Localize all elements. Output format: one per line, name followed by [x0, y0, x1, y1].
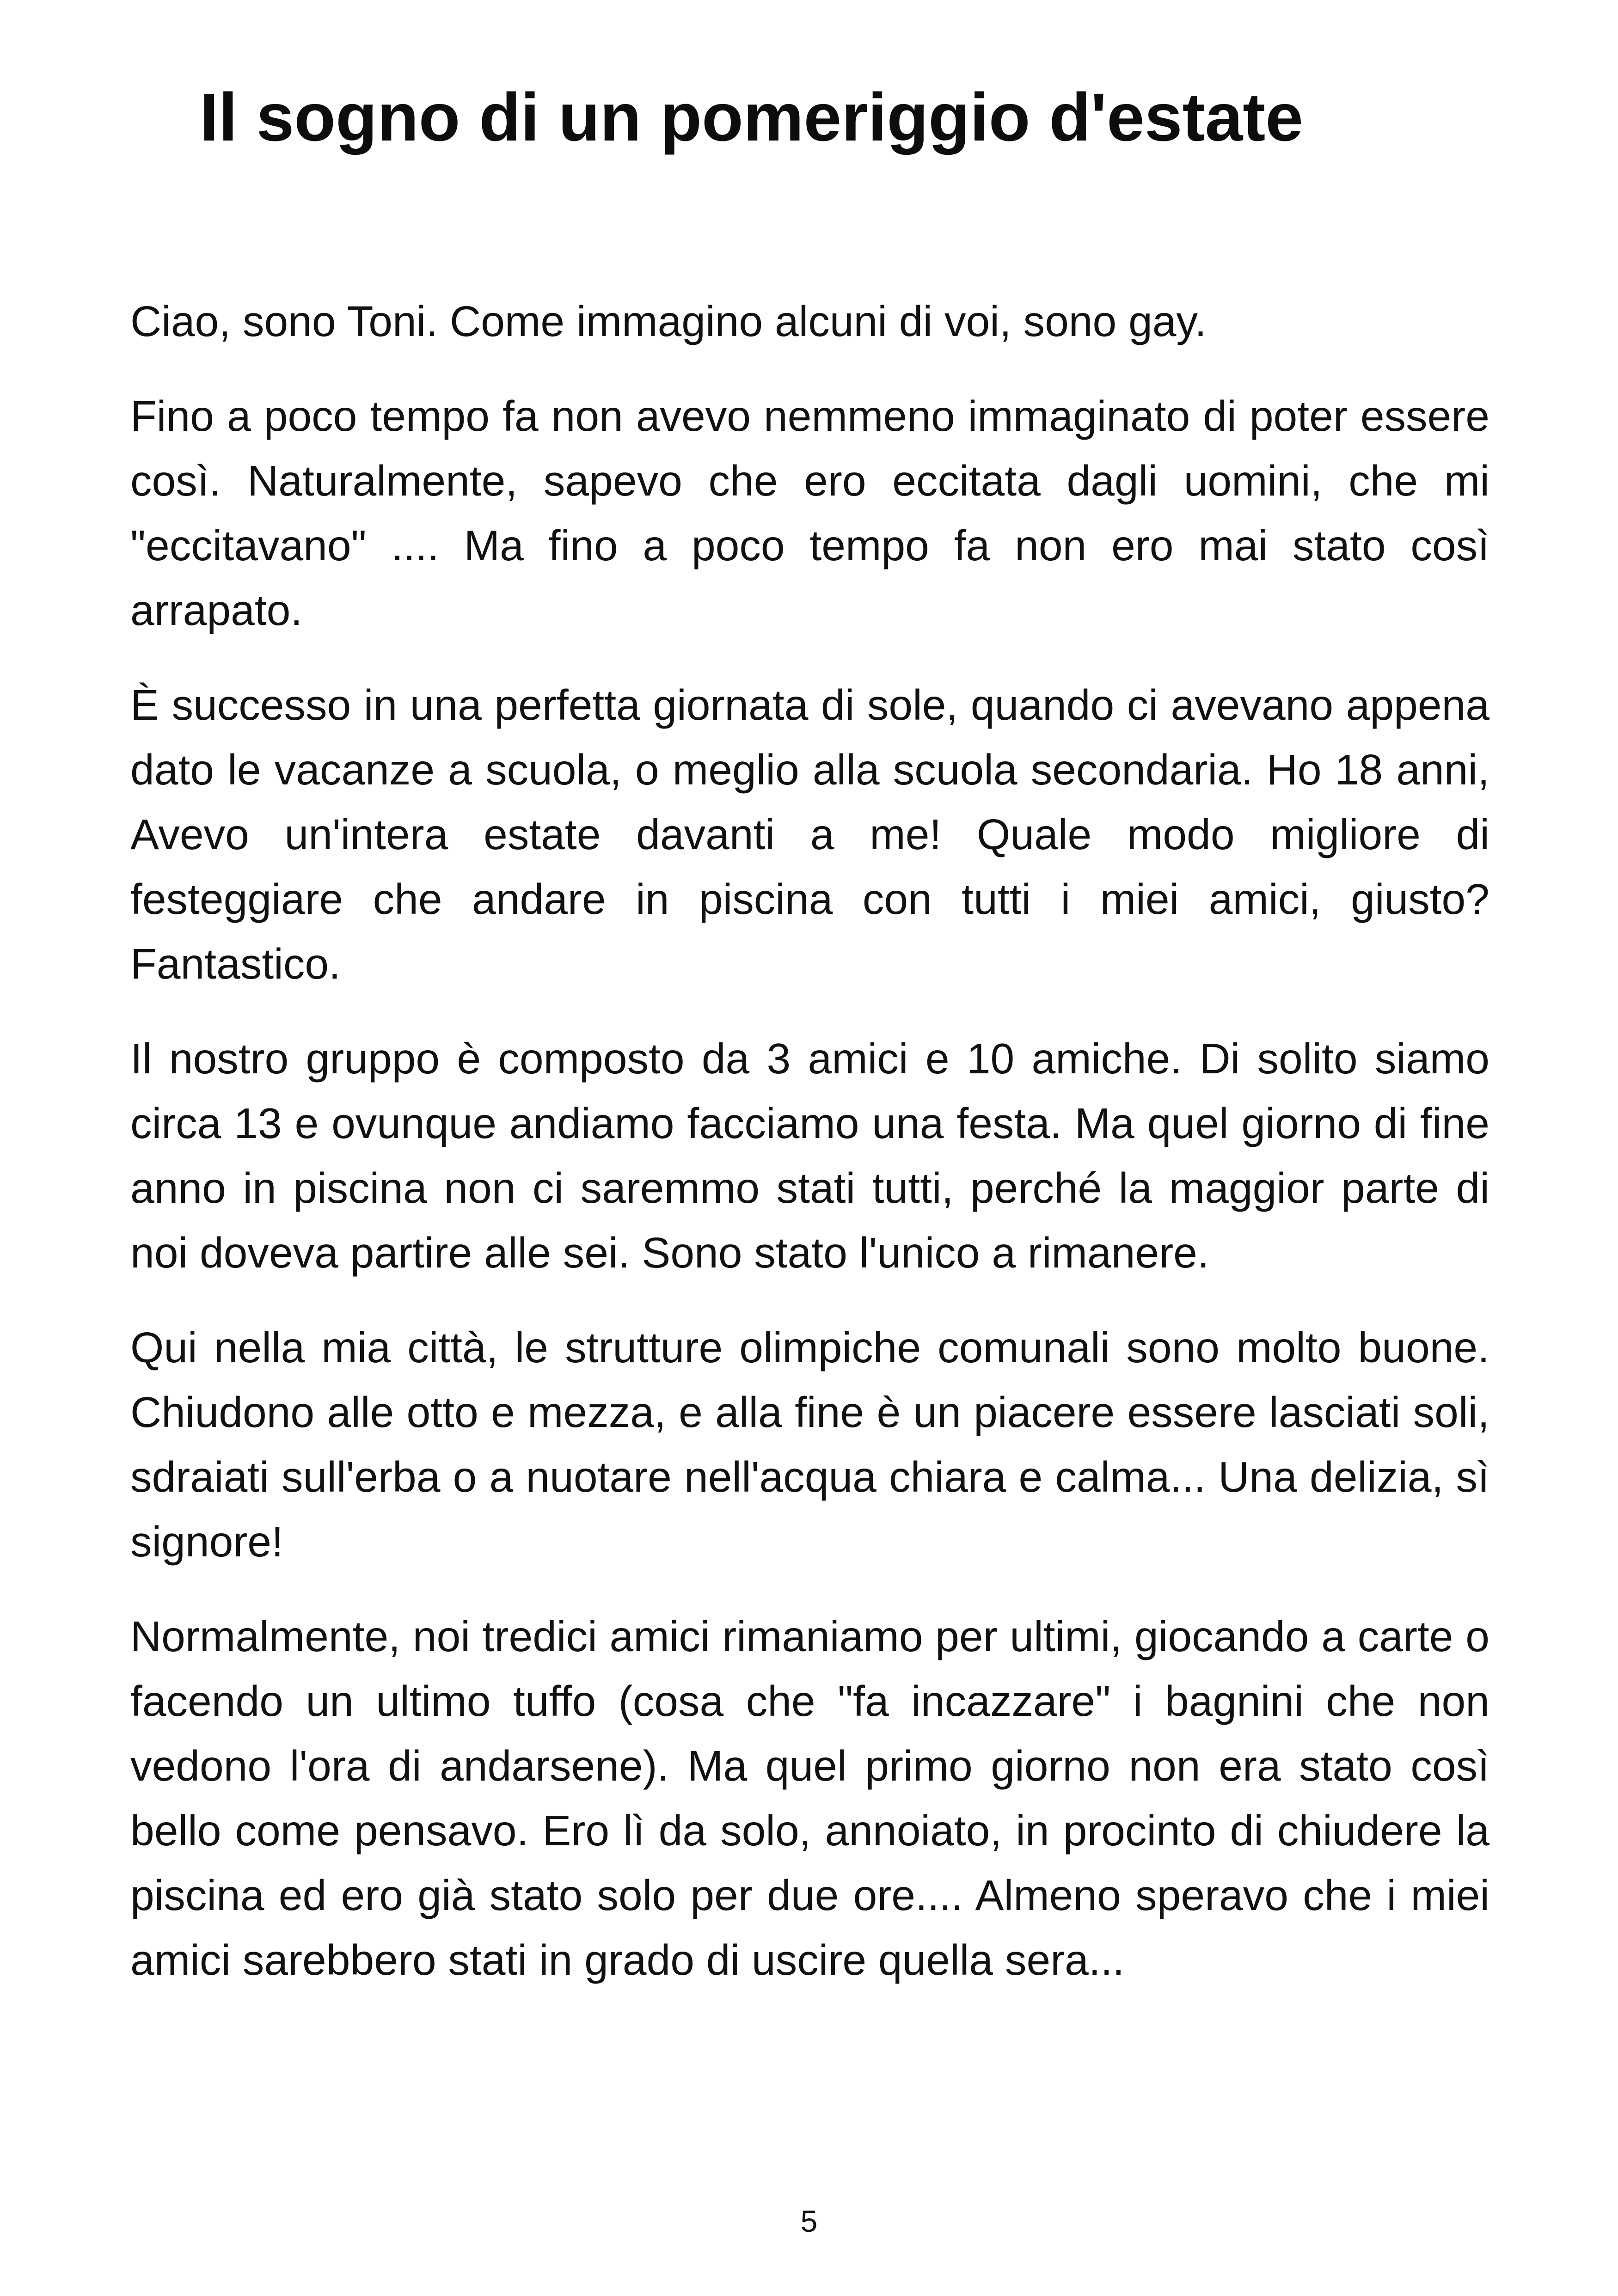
page-title: Il sogno di un pomeriggio d'estate — [200, 80, 1304, 155]
paragraph: Ciao, sono Toni. Come immagino alcuni di voi, sono gay. — [130, 297, 1207, 345]
paragraph: Fino a poco tempo fa non avevo nemmeno immaginato di poter essere così. Naturalmente, sapevo che ero eccitata dagli uomini, che mi "eccitavano" .... Ma fino a poco tempo fa non ero mai stato così arrapato. — [130, 392, 1489, 634]
paragraph: Qui nella mia città, le strutture olimpiche comunali sono molto buone. Chiudono alle otto e mezza, e alla fine è un piacere essere lasciati soli, sdraiati sull'erba o a nuotare nell'acqua chiara e calma... Una delizia, sì signore! — [130, 1323, 1489, 1566]
body-text — [130, 289, 1489, 2022]
paragraph: È successo in una perfetta giornata di sole, quando ci avevano appena dato le vacanze a scuola, o meglio alla scuola secondaria. Ho 18 anni, Avevo un'intera estate davanti a me! Quale modo migliore di festeggiare che andare in piscina con tutti i miei amici, giusto? Fantastico. — [130, 681, 1489, 988]
paragraph: Il nostro gruppo è composto da 3 amici e 10 amiche. Di solito siamo circa 13 e ovunque andiamo facciamo una festa. Ma quel giorno di fine anno in piscina non ci saremmo stati tutti, perché la maggior parte di noi doveva partire alle sei. Sono stato l'unico a rimanere. — [130, 1035, 1489, 1277]
page-number: 5 — [800, 2204, 818, 2238]
paragraph: Normalmente, noi tredici amici rimaniamo per ultimi, giocando a carte o facendo un ultimo tuffo (cosa che "fa incazzare" i bagnini che non vedono l'ora di andarsene). Ma quel primo giorno non era stato così bello come pensavo. Ero lì da solo, annoiato, in procinto di chiudere la piscina ed ero già stato solo per due ore.... Almeno speravo che i miei amici sarebbero stati in grado di uscire quella sera... — [130, 1612, 1489, 1984]
